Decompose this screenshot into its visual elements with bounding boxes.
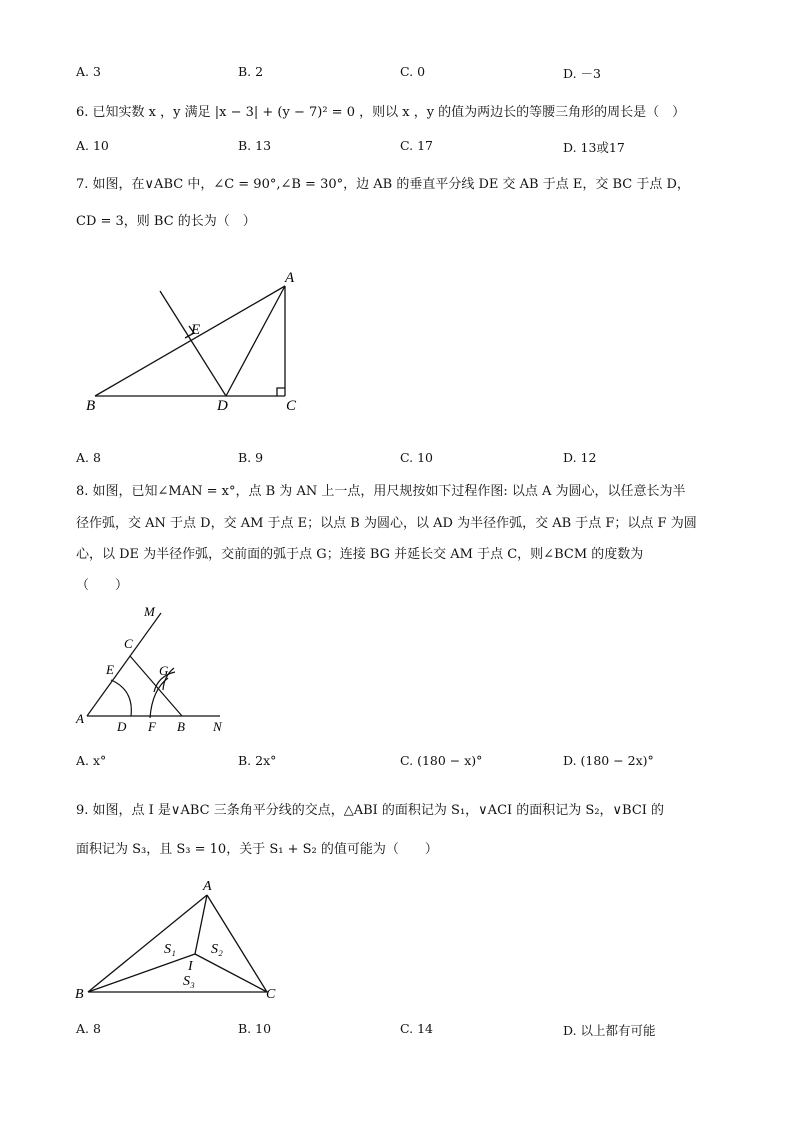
q7-option-c: C. 10 — [400, 450, 433, 465]
q9-stem-line2: 面积记为 S₃，且 S₃ = 10，关于 S₁ + S₂ 的值可能为（ ） — [76, 842, 438, 857]
q8-stem-line1: 8. 如图，已知∠MAN = x°，点 B 为 AN 上一点，用尺规按如下过程作图: 以点 A 为圆心，以任意长为半 — [76, 484, 686, 499]
q9-label-a: A — [203, 879, 212, 894]
q8-label-d: D — [117, 719, 127, 734]
q7-label-d: D — [217, 398, 228, 414]
q9-option-c: C. 14 — [400, 1021, 433, 1036]
q5-option-d: D. －3 — [563, 66, 601, 81]
q7-figure — [80, 265, 320, 420]
q8-label-a: A — [76, 711, 84, 726]
q7-label-c: C — [286, 398, 297, 414]
q8-stem-line4: （ ） — [76, 578, 129, 593]
q8-stem-line2: 径作弧，交 AN 于点 D，交 AM 于点 E；以点 B 为圆心，以 AD 为半径作弧，交 AB 于点 F；以点 F 为圆 — [76, 516, 697, 531]
q9-label-s1: S₁ — [164, 942, 176, 957]
q9-figure — [70, 872, 290, 1007]
q8-label-n: N — [213, 719, 222, 734]
q9-label-b: B — [75, 987, 84, 1002]
q6-option-c: C. 17 — [400, 138, 433, 153]
q7-option-b: B. 9 — [238, 450, 264, 465]
q7-label-e: E — [191, 322, 201, 338]
q9-option-a: A. 8 — [76, 1021, 101, 1036]
q9-label-i: I — [188, 959, 193, 974]
q6-stem: 6. 已知实数 x ，y 满足 |x − 3| + (y − 7)² = 0 ，则以 x ，y 的值为两边长的等腰三角形的周长是（ ） — [76, 105, 686, 120]
q8-option-a: A. x° — [76, 753, 107, 768]
q5-option-a: A. 3 — [76, 64, 101, 79]
q5-option-c: C. 0 — [400, 64, 426, 79]
q7-option-d: D. 12 — [563, 450, 597, 465]
q7-option-a: A. 8 — [76, 450, 101, 465]
q8-label-m: M — [144, 604, 155, 619]
q9-option-d: D. 以上都有可能 — [563, 1023, 656, 1038]
q8-label-g: G — [159, 663, 169, 678]
q6-option-d: D. 13或17 — [563, 140, 625, 155]
q6-option-a: A. 10 — [76, 138, 109, 153]
q7-label-a: A — [285, 270, 295, 286]
q8-label-c: C — [124, 636, 133, 651]
q8-label-f: F — [148, 719, 156, 734]
q6-option-b: B. 13 — [238, 138, 272, 153]
q9-label-s2: S₂ — [211, 942, 223, 957]
q8-option-b: B. 2x° — [238, 753, 277, 768]
q7-stem-line1: 7. 如图，在∨ABC 中，∠C = 90°,∠B = 30°，边 AB 的垂直平分线 DE 交 AB 于点 E，交 BC 于点 D， — [76, 177, 690, 192]
q8-option-d: D. (180 − 2x)° — [563, 753, 654, 768]
q8-figure — [70, 600, 240, 740]
q8-label-b: B — [177, 719, 185, 734]
q8-stem-line3: 心，以 DE 为半径作弧，交前面的弧于点 G；连接 BG 并延长交 AM 于点 C，则∠BCM 的度数为 — [76, 547, 644, 562]
q7-label-b: B — [86, 398, 96, 414]
q9-label-s3: S₃ — [183, 974, 195, 989]
q9-option-b: B. 10 — [238, 1021, 272, 1036]
q8-option-c: C. (180 − x)° — [400, 753, 483, 768]
q5-option-b: B. 2 — [238, 64, 264, 79]
q9-label-c: C — [266, 987, 276, 1002]
q7-stem-line2: CD = 3，则 BC 的长为（ ） — [76, 214, 256, 229]
q8-label-e: E — [106, 662, 114, 677]
q9-stem-line1: 9. 如图，点 I 是∨ABC 三条角平分线的交点，△ABI 的面积记为 S₁，∨ACI 的面积记为 S₂，∨BCI 的 — [76, 803, 665, 818]
